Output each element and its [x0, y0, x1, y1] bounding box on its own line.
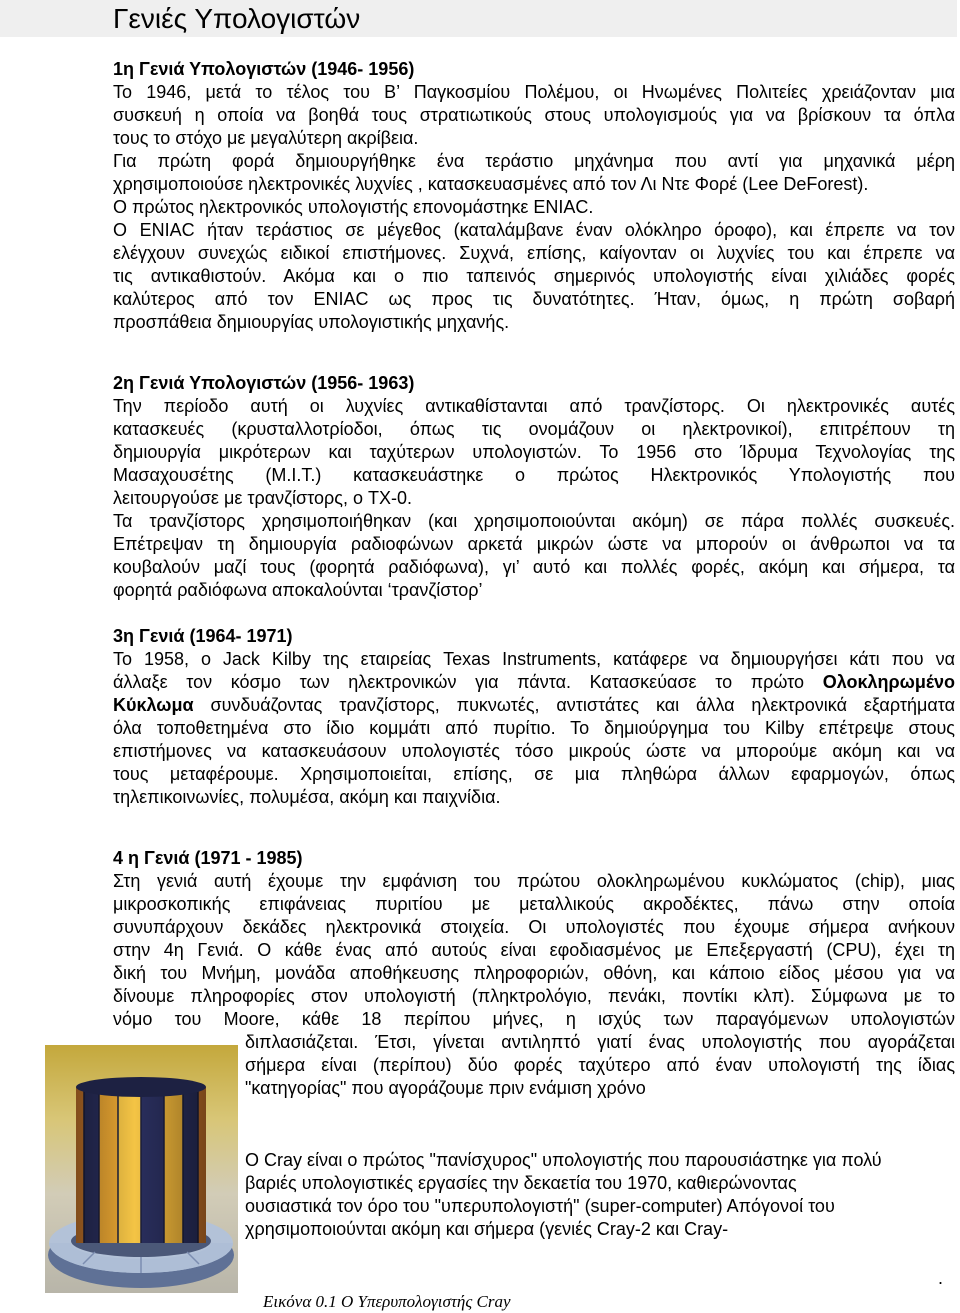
page-title: Γενιές Υπολογιστών [113, 3, 361, 34]
line-text: τις αντικαθιστούν. Ακόμα και ο πιο ταπεινός σημερινός υπολογιστής είναι χιλιάδες φορές [113, 265, 955, 286]
text-line [113, 395, 955, 418]
line-text: όλα τοποθετημένα στο ίδιο κομμάτι από πυρίτιο. Το δημιούργημα του Kilby επέτρεψε στους [113, 717, 955, 738]
line-text: Στη γενιά αυτή έχουμε την εμφάνιση του πρώτου ολοκληρωμένου κυκλώματος (chip), μιας [113, 870, 955, 891]
line-text: δική του Μνήμη, μονάδα αποθήκευσης πληροφοριών, οθόνη, και κάποιο είδος μέσου για να [113, 962, 955, 983]
section-heading: 2η Γενιά Υπολογιστών (1956- 1963) [113, 372, 415, 393]
text-line [113, 893, 955, 916]
text-line [113, 694, 955, 717]
text-line [113, 127, 955, 150]
text-line [113, 916, 955, 939]
text-line [245, 1218, 955, 1241]
paragraph [113, 81, 955, 150]
text-line [113, 196, 955, 219]
section-heading: 1η Γενιά Υπολογιστών (1946- 1956) [113, 58, 415, 79]
line-text: Το 1946, μετά το τέλος του Β’ Παγκοσμίου Πολέμου, οι Ηνωμένες Πολιτείες χρειάζονταν μια [113, 81, 955, 102]
figure-side-text [245, 1149, 955, 1241]
text-line [245, 1195, 955, 1218]
text-line [113, 763, 955, 786]
text-line [113, 288, 955, 311]
line-text: καλύτερος από τον ENIAC ως προς τις δυνατότητες. Ήταν, όμως, η πρώτη σοβαρή [113, 288, 955, 309]
line-text: Ο πρώτος ηλεκτρονικός υπολογιστής επονομάστηκε ENIAC. [113, 196, 594, 217]
text-line [113, 648, 955, 671]
line-text: Για πρώτη φορά δημιουργήθηκε ένα τεράστιο μηχάνημα που αντί για μηχανικά μέρη [113, 150, 955, 171]
line-text: προσπάθεια δημιουργίας υπολογιστικής μηχανής. [113, 311, 510, 332]
paragraph [113, 395, 955, 510]
text-line [113, 219, 955, 242]
section-generation-3 [113, 625, 955, 809]
text-line [245, 1077, 955, 1100]
line-text: επιστήμονες να κατασκευάσουν υπολογιστές τόσο μικρούς ώστε να μπορούμε ακόμη και να [113, 740, 955, 761]
text-line [113, 487, 955, 510]
line-text: Ο Cray είναι ο πρώτος "πανίσχυρος" υπολογιστής που παρουσιάστηκε για πολύ [245, 1149, 882, 1170]
line-text: τους το στόχο με μεγαλύτερη ακρίβεια. [113, 127, 419, 148]
text-line [245, 1149, 955, 1172]
text-line [245, 1031, 955, 1054]
bold-term: Ολοκληρωμένο [822, 671, 955, 692]
text-line [113, 579, 955, 602]
line-text: Μασαχουσέτης (M.I.T.) κατασκευάστηκε ο πρώτος Ηλεκτρονικός Υπολογιστής που [113, 464, 955, 485]
title-bar [0, 0, 957, 37]
paragraph [113, 196, 955, 219]
line-text [113, 695, 955, 715]
text-line [113, 740, 955, 763]
text-line [113, 939, 955, 962]
text-line [113, 441, 955, 464]
line-text: σήμερα είναι (περίπου) δύο φορές ταχύτερο από έναν υπολογιστή της ίδιας [245, 1054, 955, 1075]
text-line [113, 81, 955, 104]
text-line [113, 786, 955, 809]
text-line [113, 104, 955, 127]
paragraph [113, 219, 955, 334]
line-text: τηλεπικοινωνίες, πολυμέσα, ακόμη και παιχνίδια. [113, 786, 501, 807]
stray-dot: . [938, 1268, 944, 1288]
line-text: δίνουμε πληροφορίες στον υπολογιστή (πληκτρολόγιο, πενάκι, ποντίκι κλπ). Σύμφωνα με το [113, 985, 955, 1006]
text-line [113, 464, 955, 487]
text-line [245, 1054, 955, 1077]
paragraph [113, 510, 955, 602]
text-line [113, 533, 955, 556]
text-line [113, 510, 955, 533]
text-line [113, 962, 955, 985]
line-text: "κατηγορίας" που αγοράζουμε πριν ενάμιση χρόνο [245, 1077, 646, 1098]
line-text: ελέγχουν συνεχώς ειδικοί επιστήμονες. Συχνά, επίσης, καίγονταν οι λυχνίες του και έπρεπε να [113, 242, 955, 263]
line-text: νόμο του Moore, κάθε 18 περίπου μήνες, η ισχύς των παραγόμενων υπολογιστών [113, 1008, 955, 1029]
text-line [113, 150, 955, 173]
text-segment: άλλαξε τον κόσμο των ηλεκτρονικών για πάντα. Κατασκεύασε το πρώτο [113, 671, 823, 692]
text-line [113, 311, 955, 334]
figure-caption: Εικόνα 0.1 Ο Υπερυπολογιστής Cray [263, 1292, 511, 1311]
text-line [113, 418, 955, 441]
cray-photo [45, 1045, 238, 1293]
section-body [113, 81, 955, 334]
line-text: λειτουργούσε με τρανζίστορς, ο TX-0. [113, 487, 412, 508]
line-text: Τα τρανζίστορς χρησιμοποιήθηκαν (και χρησιμοποιούνται ακόμη) σε πάρα πολλές συσκευές. [113, 510, 955, 531]
text-line [113, 242, 955, 265]
paragraph [113, 870, 955, 1100]
line-text: κατασκευές (κρυσταλλοτρίοδοι, όπως τις ονομάζουν οι ηλεκτρονικοί), επιτρέπουν τη [113, 418, 955, 439]
line-text: στην 4η Γενιά. Ο κάθε ένας από αυτούς είναι εφοδιασμένος με Επεξεργαστή (CPU), έχει τη [113, 939, 955, 960]
line-text: φορητά ραδιόφωνα αποκαλούνται ‘τρανζίστορ’ [113, 579, 483, 600]
section-generation-1 [113, 58, 955, 334]
text-segment: συνδυάζοντας τρανζίστορς, πυκνωτές, αντιστάτες και άλλα ηλεκτρονικά εξαρτήματα [193, 694, 955, 715]
tower-top [76, 1077, 206, 1097]
tower-shading [76, 1087, 206, 1243]
text-line [113, 671, 955, 694]
paragraph [245, 1149, 955, 1241]
text-line [113, 265, 955, 288]
text-line [113, 870, 955, 893]
line-text: ουσιαστικά τον όρο του "υπερυπολογιστή" (super-computer) Απόγονοί του [245, 1195, 835, 1216]
line-text: Το 1958, ο Jack Kilby της εταιρείας Texas Instruments, κατάφερε να δημιουργήσει κάτι που να [113, 648, 955, 669]
text-line [113, 173, 955, 196]
line-text: τους μεταφέρουμε. Χρησιμοποιείται, επίσης, σε μια πληθώρα άλλων εφαρμογών, όπως [113, 763, 955, 784]
section-heading: 3η Γενιά (1964- 1971) [113, 625, 293, 646]
section-body [113, 395, 955, 602]
text-line [113, 556, 955, 579]
text-line [113, 985, 955, 1008]
line-text [113, 672, 955, 692]
line-text: κουβαλούν μαζί τους (φορητά ραδιόφωνα), γι’ αυτό και πολλές φορές, ακόμη και σήμερα, τα [113, 556, 955, 577]
section-heading: 4 η Γενιά (1971 - 1985) [113, 847, 303, 868]
line-text: βαριές υπολογιστικές εργασίες την δεκαετία του 1970, καθιερώνοντας [245, 1172, 797, 1193]
line-text: Επέτρεψαν τη δημιουργία ραδιοφώνων αρκετά μικρών ώστε να μπορούν οι άνθρωποι να τα [113, 533, 955, 554]
section-body [113, 648, 955, 809]
line-text: συνυπάρχουν δεκάδες ηλεκτρονικά στοιχεία. Οι υπολογιστές που έχουμε σήμερα ανήκουν [113, 916, 955, 937]
section-body [113, 870, 955, 1100]
line-text: Ο ENIAC ήταν τεράστιος σε μέγεθος (καταλάμβανε έναν ολόκληρο όροφο), και έπρεπε να τον [113, 219, 955, 240]
line-text: διπλασιάζεται. Έτσι, γίνεται αντιληπτό γιατί ένας υπολογιστής που αγοράζεται [245, 1031, 955, 1052]
line-text: Την περίοδο αυτή οι λυχνίες αντικαθίστανται από τρανζίστορς. Οι ηλεκτρονικές αυτές [113, 395, 955, 416]
text-line [113, 1008, 955, 1031]
section-generation-2 [113, 372, 955, 602]
text-line [245, 1172, 955, 1195]
line-text: μικροσκοπικής επιφάνειας πυριτίου με μεταλλικούς ακροδέκτες, πάνω στην οποία [113, 893, 955, 914]
paragraph [113, 150, 955, 196]
bold-term: Κύκλωμα [113, 694, 194, 715]
paragraph [113, 648, 955, 809]
line-text: δημιουργία μικρότερων και ταχύτερων υπολογιστών. Το 1956 στο Ίδρυμα Τεχνολογίας της [113, 441, 955, 462]
text-line [113, 717, 955, 740]
line-text: χρησιμοποιούνται ακόμη και σήμερα (γενιές Cray-2 και Cray- [245, 1218, 729, 1239]
section-generation-4 [113, 847, 955, 1100]
line-text: συσκευή η οποία να βοηθά τους στρατιωτικούς στους υπολογισμούς για να βρίσκουν τα όπλα [113, 104, 955, 125]
line-text: χρησιμοποιούσε ηλεκτρονικές λυχνίες , κατασκευασμένες από τον Λι Ντε Φορέ (Lee DeForest). [113, 173, 869, 194]
